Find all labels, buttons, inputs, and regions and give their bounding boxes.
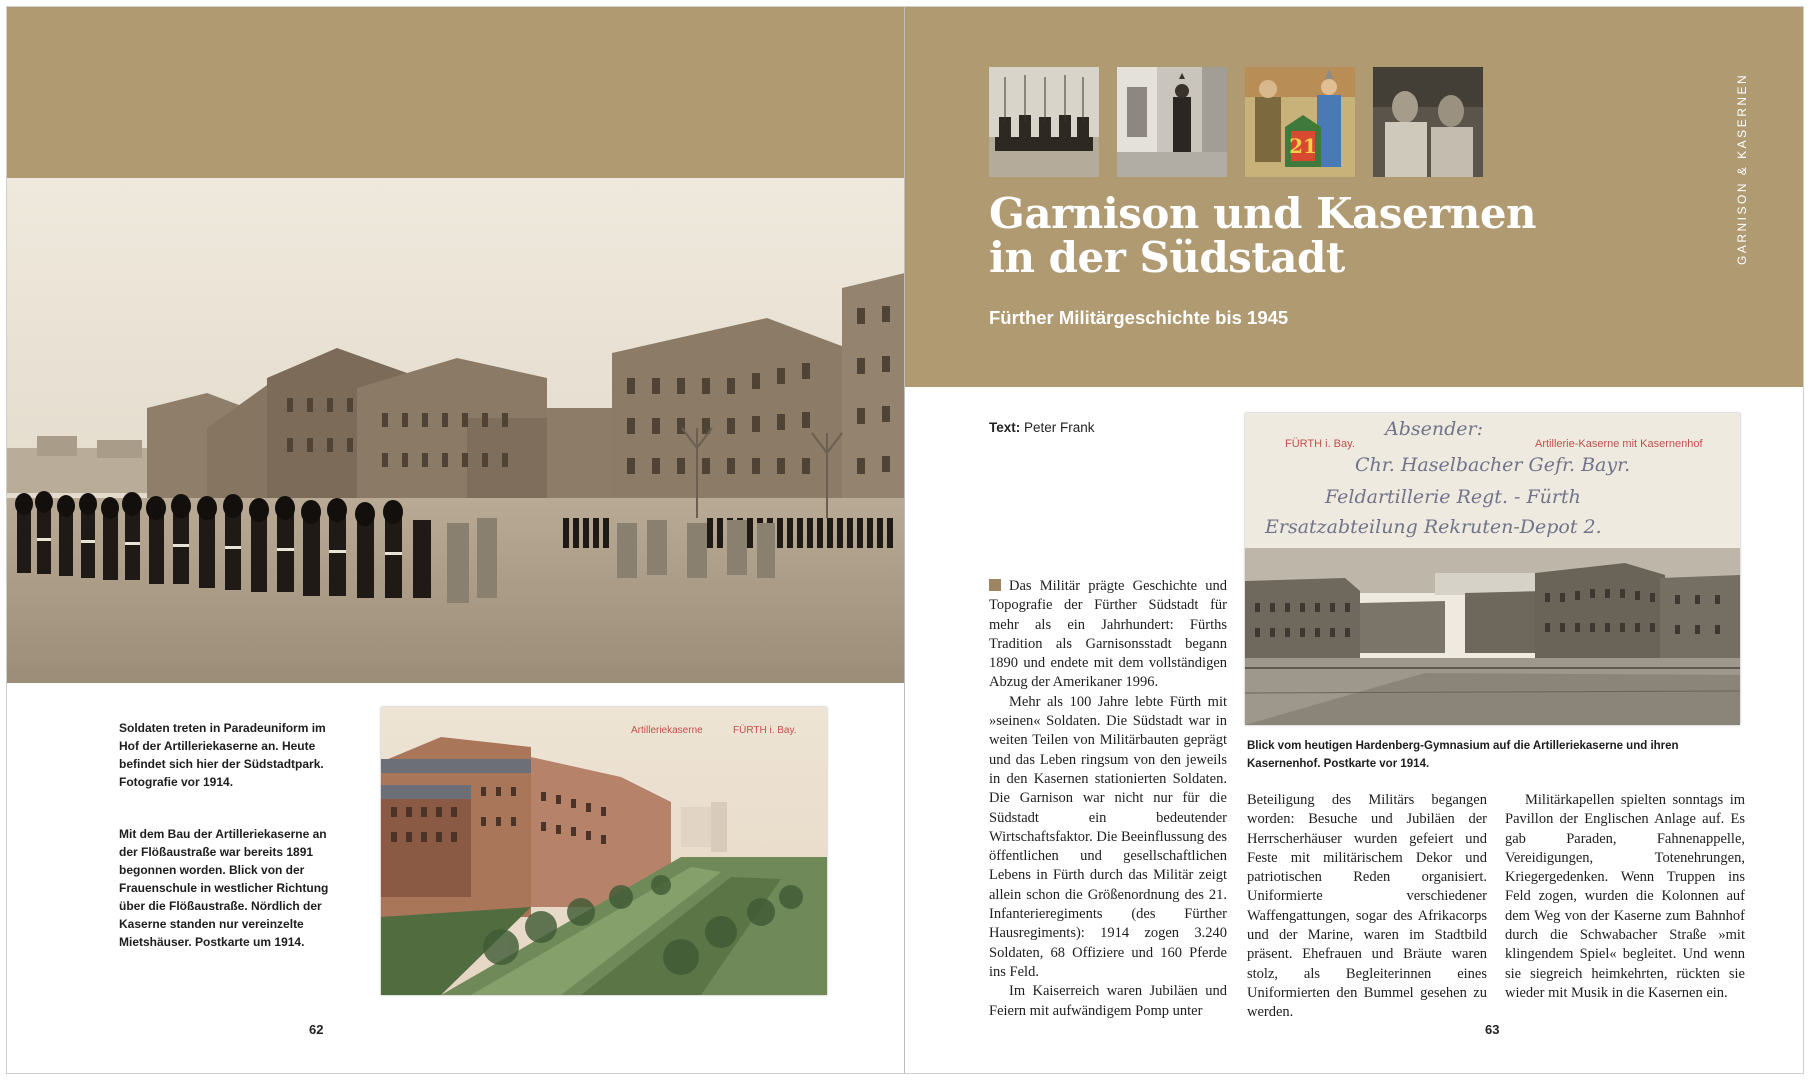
paragraph (989, 577, 1227, 693)
page-number-left: 62 (309, 1022, 324, 1037)
handwriting-line-2: Chr. Haselbacher Gefr. Bayr. (1355, 454, 1631, 476)
section-side-label-text: GARNISON & KASERNEN (1735, 72, 1749, 265)
text-column-2 (1247, 791, 1487, 1023)
thumbnail-soldiers-portrait (1373, 67, 1483, 177)
paragraph-text: Das Militär prägte Geschichte und Topografie der Fürther Südstadt für mehr als ein Jahrhundert: Fürths Tradition als Garnisonsstadt begann 1890 und endete mit dem vollständigen Abzug der Amerikaner 1996. (989, 578, 1227, 691)
handwriting-line-4: Ersatzabteilung Rekruten-Depot 2. (1265, 516, 1602, 538)
section-side-label (1735, 65, 1759, 265)
title-line-1: Garnison und Kasernen (989, 189, 1537, 238)
paragraph: Militärkapellen spielten sonntags im Pavillon der Englischen Anlage auf. Es gab Paraden, Fahnenappelle, Vereidigungen, Totenehrungen, Kriegergedenken. Wenn Truppen ins Feld zogen, wurden die Kolonnen auf dem Weg von der Kaserne zum Bahnhof durch die Schwabacher Straße »mit klingendem Spiel« begleitet. Und wenn sie siegreich heimkehrten, rückten sie wieder mit Musik in die Kasernen ein. (1505, 792, 1745, 1001)
left-page (6, 6, 904, 1074)
page-number-right: 63 (1485, 1022, 1500, 1037)
author-name: Peter Frank (1024, 420, 1095, 435)
text-column-1 (989, 577, 1227, 1021)
page-subtitle: Fürther Militärgeschichte bis 1945 (989, 307, 1289, 328)
postcard-title-text: Artillerie-Kaserne mit Kasernenhof (1535, 438, 1703, 450)
thumbnail-uniform-illustration (1245, 67, 1355, 177)
handwriting-line-3: Feldartillerie Regt. - Fürth (1325, 486, 1581, 508)
handwriting-line-1: Absender: (1385, 418, 1484, 440)
right-page (904, 6, 1804, 1074)
postcard-caption: Blick vom heutigen Hardenberg-Gymnasium auf die Artilleriekaserne und ihren Kasernenhof. Postkarte vor 1914. (1247, 740, 1679, 770)
title-line-2: in der Südstadt (989, 233, 1345, 282)
badge-number: 21 (1289, 134, 1317, 158)
author-label: Text: (989, 420, 1021, 435)
paragraph-marker-icon (989, 579, 1001, 591)
postcard-title-text: Artilleriekaserne (631, 725, 703, 736)
postcard-city-text: FÜRTH i. Bay. (733, 725, 797, 736)
thumbnail-cavalry-photo (989, 67, 1099, 177)
postcard-city-text: FÜRTH i. Bay. (1285, 438, 1355, 450)
photo-caption-parade: Soldaten treten in Paradeuniform im Hof der Artilleriekaserne an. Heute befindet sich hier der Südstadtpark. Fotografie vor 1914. (119, 721, 326, 789)
header-band (7, 7, 904, 178)
page-title (989, 189, 1537, 282)
author-line (989, 420, 1095, 435)
photo-caption-postcard: Mit dem Bau der Artilleriekaserne an der Flößaustraße war bereits 1891 begonnen worden. Blick von der Frauenschule in westlicher Richtung über die Flößaustraße. Nördlich der Kaserne standen nur vereinzelte Mietshäuser. Postkarte um 1914. (119, 827, 329, 949)
text-column-3 (1505, 791, 1745, 1003)
color-postcard-artilleriekaserne (381, 707, 827, 995)
paragraph: Im Kaiserreich waren Jubiläen und Feiern mit aufwändigem Pomp unter (989, 983, 1227, 1019)
parade-photo (7, 178, 905, 683)
thumbnail-officer-photo (1117, 67, 1227, 177)
paragraph: Beteiligung des Militärs begangen worden: Besuche und Jubiläen der Herrscherhäuser wurden gefeiert und Feste mit militärischem Dekor und patriotischen Reden organisiert. Uniformierte verschiedener Waffengattungen, sogar des Afrikacorps und der Marine, waren im Stadtbild präsent. Ehefrauen und Bräute waren stolz, als Begleiterinnen eines Uniformierten den Bummel gesehen zu werden. (1247, 792, 1487, 1021)
bw-postcard-artillerie-kaserne (1245, 413, 1740, 725)
paragraph: Mehr als 100 Jahre lebte Fürth mit »seinen« Soldaten. Die Südstadt war in weiten Teilen von Militärbauten geprägt und das Leben ringsum von den jeweils in den Kasernen stationierten Soldaten. Die Garnison war nicht nur für die Südstadt ein bedeutender Wirtschaftsfaktor. Die Beeinflussung des öffentlichen und gesellschaftlichen Lebens in Fürth durch das Militär zeigt allein schon die Größenordnung des 21. Infanterieregiments (des Fürther Hausregiments): 1914 zogen 3.240 Soldaten, 68 Offiziere und 160 Pferde ins Feld. (989, 693, 1227, 980)
